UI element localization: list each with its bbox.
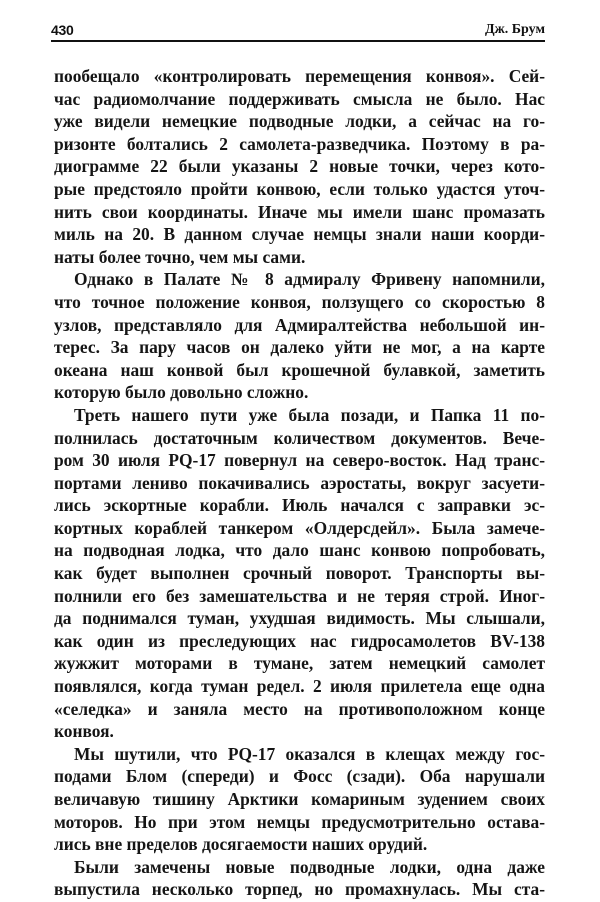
text-line: величавую тишину Арктики комариным зудением своих <box>54 789 545 809</box>
text-line: лись вне пределов досягаемости наших орудий. <box>54 834 428 855</box>
text-line: подами Блом (спереди) и Фосс (сзади). Оба нарушали <box>54 766 545 787</box>
text-line: диограмме 22 были указаны 2 новые точки, через кото- <box>54 156 545 177</box>
paragraph <box>54 404 545 743</box>
text-line: портами лениво покачивались аэростаты, вокруг засуети- <box>54 472 545 493</box>
text-line: нить свои координаты. Иначе мы имели шанс промазать <box>54 201 545 222</box>
text-line: Были замечены новые подводные лодки, одна даже <box>74 856 545 877</box>
text-line: выпустила несколько торпед, но промахнулась. Мы ста- <box>54 879 545 900</box>
text-line: как один из преследующих нас гидросамолетов BV-138 <box>54 630 545 651</box>
text-line: рые предстояло пройти конвою, если только удастся уточ- <box>54 178 545 199</box>
text-line: час радиомолчание поддерживать смысла не было. Нас <box>54 88 545 109</box>
text-line: полнилась достаточным количеством документов. Вече- <box>54 427 545 448</box>
text-line: океана наш конвой был крошечной булавкой, заметить <box>54 359 545 380</box>
text-line: полнили его без замешательства и не теряя строй. Иног- <box>54 585 545 606</box>
paragraph <box>54 65 545 268</box>
paragraph <box>54 268 545 404</box>
text-line: наты более точно, чем мы сами. <box>54 246 306 267</box>
text-line: ром 30 июля PQ-17 повернул на северо-восток. Над транс- <box>54 450 545 471</box>
text-line: узлов, представляло для Адмиралтейства небольшой ин- <box>54 314 545 335</box>
body-text <box>54 65 545 901</box>
text-line: ризонте болтались 2 самолета-разведчика. Поэтому в ра- <box>54 133 545 154</box>
text-line: миль на 20. В данном случае немцы знали наши коорди- <box>54 224 545 245</box>
paragraph <box>54 743 545 856</box>
paragraph <box>54 856 545 901</box>
text-line: появлялся, когда туман редел. 2 июля прилетела еще одна <box>54 676 545 697</box>
text-line: пообещало «контролировать перемещения конвоя». Сей- <box>54 66 545 86</box>
text-line: на подводная лодка, что дало шанс конвою попробовать, <box>54 540 545 561</box>
running-author: Дж. Брум <box>485 22 545 37</box>
text-line: лись эскортные корабли. Июль начался с заправки эс- <box>54 495 545 516</box>
text-line: моторов. Но при этом немцы предусмотрительно остава- <box>54 811 545 832</box>
text-line: Однако в Палате № 8 адмиралу Фривену напомнили, <box>74 269 545 290</box>
text-line: Треть нашего пути уже была позади, и Папка 11 по- <box>74 404 545 425</box>
text-line: уже видели немецкие подводные лодки, а сейчас на го- <box>54 111 545 132</box>
text-line: да поднимался туман, ухудшая видимость. Мы слышали, <box>54 608 545 629</box>
text-line: как будет выполнен срочный поворот. Транспорты вы- <box>54 563 545 584</box>
text-line: кортных кораблей танкером «Олдерсдейл». Была замече- <box>54 517 545 538</box>
text-line: жужжит моторами в тумане, затем немецкий самолет <box>54 653 545 674</box>
text-line: терес. За пару часов он далеко уйти не мог, а на карте <box>54 337 545 358</box>
text-line: что точное положение конвоя, ползущего со скоростью 8 <box>54 291 545 312</box>
text-line: которую было довольно сложно. <box>54 382 309 403</box>
text-line: Мы шутили, что PQ-17 оказался в клещах между гос- <box>74 743 545 764</box>
text-line: конвоя. <box>54 721 114 742</box>
running-header <box>51 20 545 42</box>
text-line: «селедка» и заняла место на противоположном конце <box>54 698 545 719</box>
book-page <box>51 0 545 902</box>
page-number: 430 <box>51 22 74 38</box>
